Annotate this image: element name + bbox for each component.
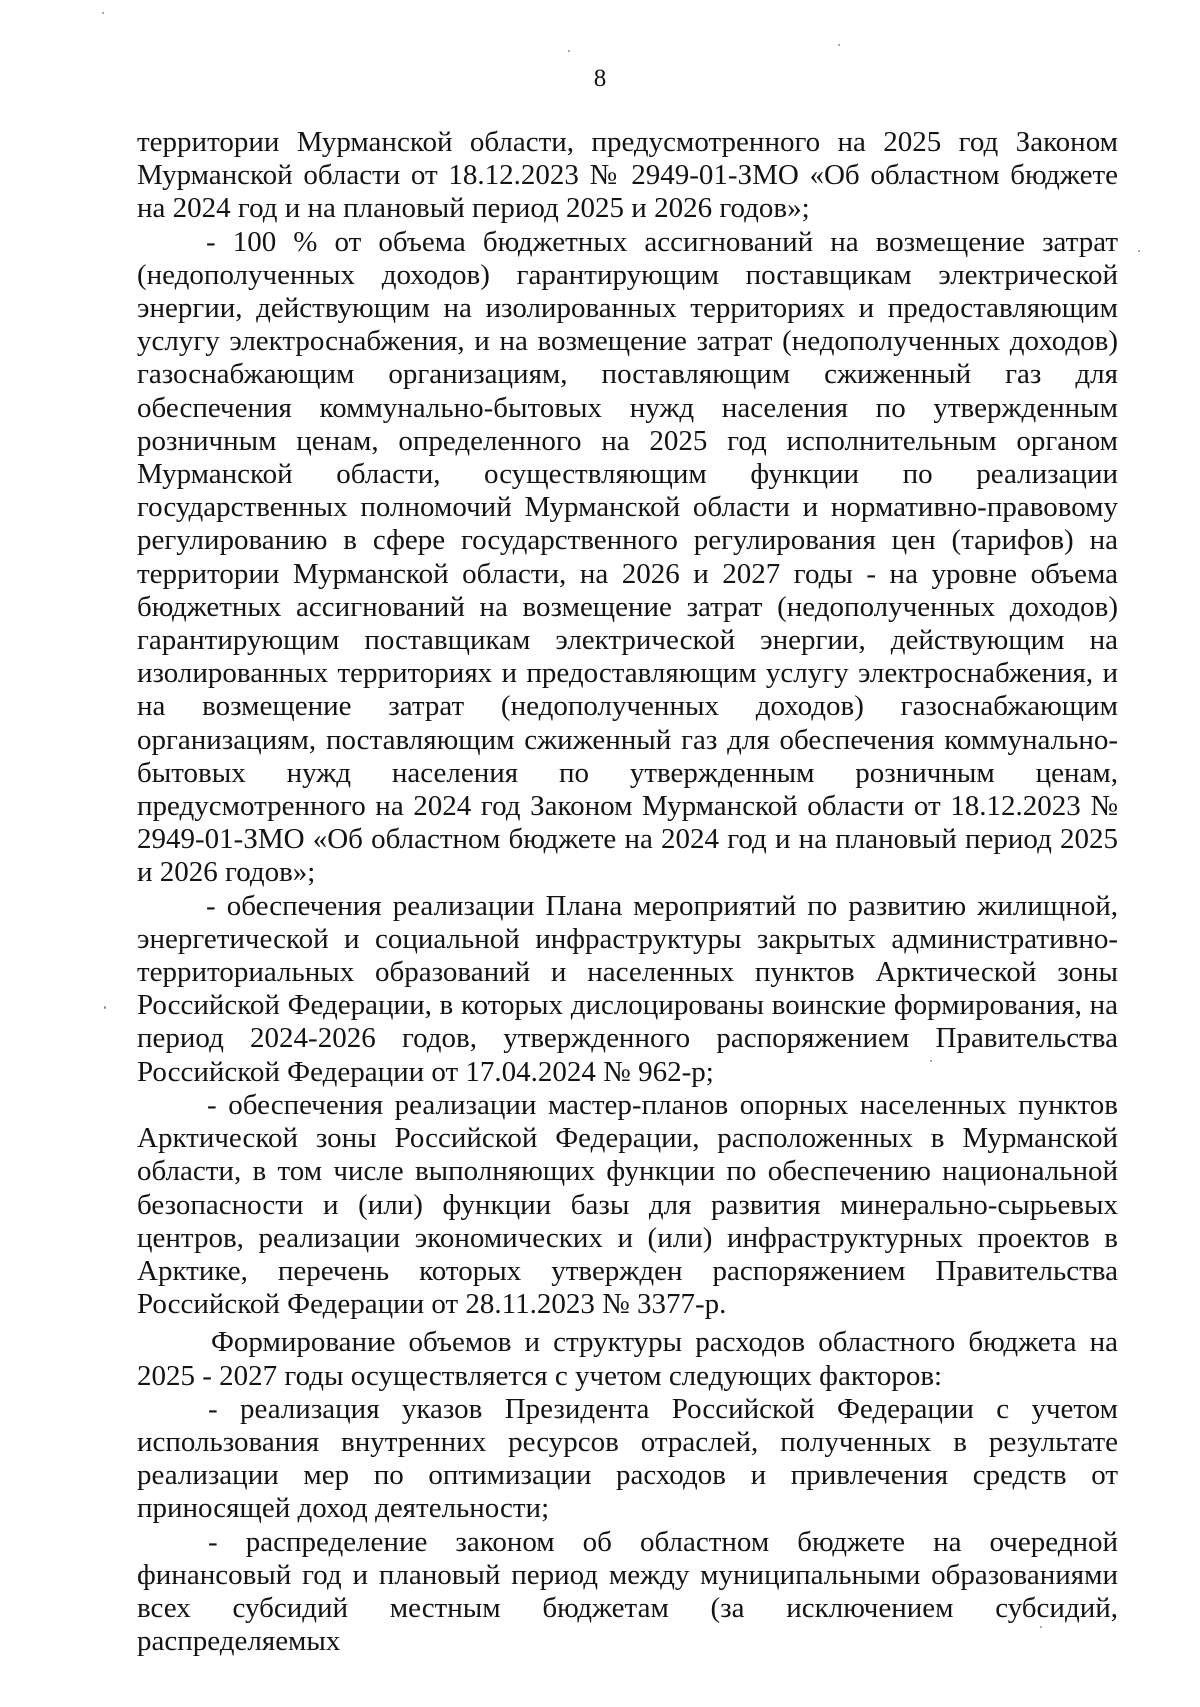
scan-speck (838, 44, 840, 46)
scan-speck (1040, 1626, 1042, 1628)
paragraph-zato-plan: - обеспечения реализации Плана мероприятий по развитию жилищной, энергетической и социальной инфраструктуры закрытых административно-территориальных образований и населенных пунктов Арктической зоны Российской Федерации, в которых дислоцированы воинские формирования, на период 2024-2026 годов, утвержденного распоряжением Правительства Российской Федерации от 17.04.2024 № 962-р; (137, 889, 1118, 1088)
page-number: 8 (593, 65, 607, 92)
paragraph-presidential-decrees: - реализация указов Президента Российской Федерации с учетом использования внутренних ресурсов отраслей, полученных в результате реализации мер по оптимизации расходов и привлечения средств от приносящей доход деятельности; (137, 1392, 1118, 1525)
scan-speck (104, 1006, 106, 1009)
paragraph-subsidy-distribution: - распределение законом об областном бюджете на очередной финансовый год и плановый период между муниципальными образованиями всех субсидий местным бюджетам (за исключением субсидий, распределяемых (137, 1525, 1118, 1658)
scan-speck (568, 50, 570, 52)
paragraph-continuation: территории Мурманской области, предусмотренного на 2025 год Законом Мурманской области от 18.12.2023 № 2949-01-ЗМО «Об областном бюджете на 2024 год и на плановый период 2025 и 2026 годов»; (137, 126, 1118, 225)
scan-speck (102, 12, 104, 14)
paragraph-compensation-costs: - 100 % от объема бюджетных ассигнований на возмещение затрат (недополученных доходов) гарантирующим поставщикам электрической энергии, действующим на изолированных территориях и предоставляющим услугу электроснабжения, и на возмещение затрат (недополученных доходов) газоснабжающим организациям, поставляющим сжиженный газ для обеспечения коммунально-бытовых нужд населения по утвержденным розничным ценам, определенного на 2025 год исполнительным органом Мурманской области, осуществляющим функции по реализации государственных полномочий Мурманской области и нормативно-правовому регулированию в сфере государственного регулирования цен (тарифов) на территории Мурманской области, на 2026 и 2027 годы - на уровне объема бюджетных ассигнований на возмещение затрат (недополученных доходов) гарантирующим поставщикам электрической энергии, действующим на изолированных территориях и предоставляющим услугу электроснабжения, и на возмещение затрат (недополученных доходов) газоснабжающим организациям, поставляющим сжиженный газ для обеспечения коммунально-бытовых нужд населения по утвержденным розничным ценам, предусмотренного на 2024 год Законом Мурманской области от 18.12.2023 № 2949-01-ЗМО «Об областном бюджете на 2024 год и на плановый период 2025 и 2026 годов»; (137, 225, 1118, 889)
scan-speck (930, 1060, 932, 1062)
paragraph-expenditure-factors: Формирование объемов и структуры расходов областного бюджета на 2025 - 2027 годы осуществляется с учетом следующих факторов: (137, 1326, 1118, 1392)
scan-speck (1138, 250, 1140, 252)
paragraph-master-plans: - обеспечения реализации мастер-планов опорных населенных пунктов Арктической зоны Российской Федерации, расположенных в Мурманской области, в том числе выполняющих функции по обеспечению национальной безопасности и (или) функции базы для развития минерально-сырьевых центров, реализации экономических и (или) инфраструктурных проектов в Арктике, перечень которых утвержден распоряжением Правительства Российской Федерации от 28.11.2023 № 3377-р. (137, 1088, 1118, 1321)
document-body (137, 126, 1118, 1658)
